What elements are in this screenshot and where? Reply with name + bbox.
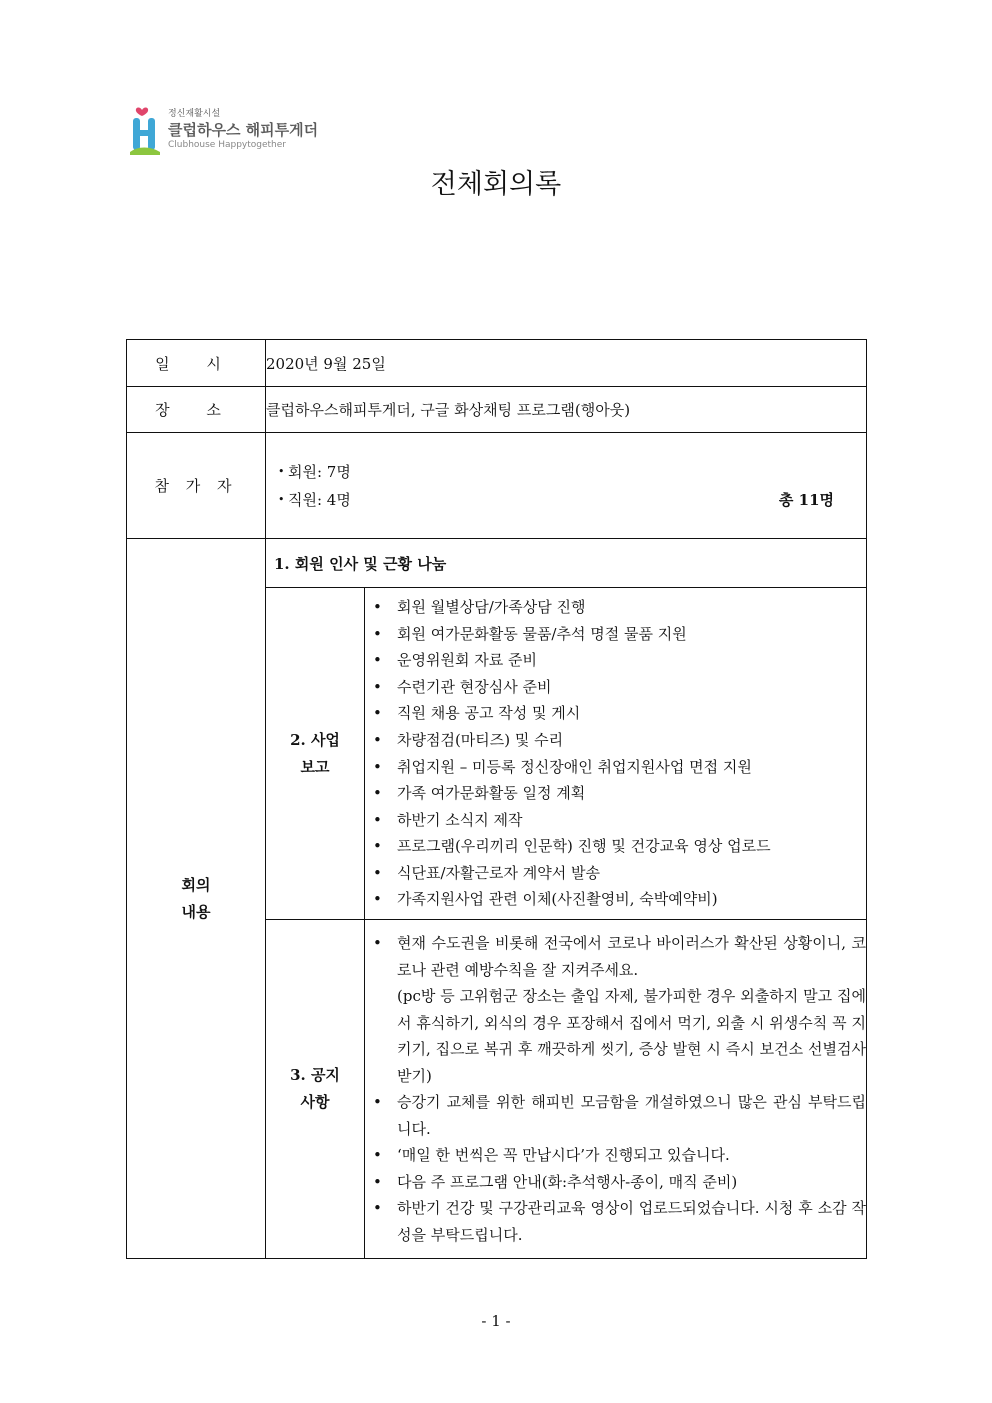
list-item: • 직원 채용 공고 작성 및 게시 bbox=[365, 700, 866, 727]
list-item: • 프로그램(우리끼리 인문학) 진행 및 건강교육 영상 업로드 bbox=[365, 833, 866, 860]
date-value: 2020년 9월 25일 bbox=[266, 340, 867, 387]
section2-list bbox=[365, 588, 867, 920]
list-item: • 회원 여가문화활동 물품/추석 명절 물품 지원 bbox=[365, 621, 866, 648]
notice-note: (pc방 등 고위험군 장소는 출입 자제, 불가피한 경우 외출하지 말고 집에서 휴식하기, 외식의 경우 포장해서 집에서 먹기, 외출 시 위생수칙 꼭 지키기, 집으로 복귀 후 깨끗하게 씻기, 증상 발현 시 즉시 보건소 선별검사 받기) bbox=[397, 987, 866, 1085]
section3-list bbox=[365, 920, 867, 1259]
list-item: • 가족지원사업 관련 이체(사진촬영비, 숙박예약비) bbox=[365, 886, 866, 913]
section2-label bbox=[266, 588, 365, 920]
section1-row bbox=[127, 539, 867, 588]
org-name: 클럽하우스 해피투게더 bbox=[168, 121, 319, 139]
attendees-row bbox=[127, 433, 867, 539]
section2-label-1: 2. 사업 bbox=[290, 730, 340, 749]
logo bbox=[128, 104, 368, 156]
attendees-label: 참 가 자 bbox=[127, 433, 266, 539]
list-item: • 식단표/자활근로자 계약서 발송 bbox=[365, 860, 866, 887]
place-row bbox=[127, 387, 867, 433]
list-item: • ‘매일 한 번씩은 꼭 만납시다’가 진행되고 있습니다. bbox=[365, 1142, 866, 1169]
attendees-total: 총 11명 bbox=[778, 490, 834, 509]
list-item: • 하반기 건강 및 구강관리교육 영상이 업로드되었습니다. 시청 후 소감 작성을 부탁드립니다. bbox=[365, 1195, 866, 1248]
org-type: 정신재활시설 bbox=[168, 109, 221, 119]
list-item: • 하반기 소식지 제작 bbox=[365, 807, 866, 834]
list-item: • 운영위원회 자료 준비 bbox=[365, 647, 866, 674]
attendees-members: • 회원: 7명 bbox=[274, 458, 834, 486]
list-item: • 승강기 교체를 위한 해피빈 모금함을 개설하였으니 많은 관심 부탁드립니다. bbox=[365, 1089, 866, 1142]
page-title: 전체회의록 bbox=[430, 169, 562, 200]
section2-label-2: 보고 bbox=[300, 757, 330, 776]
list-item: • 차량점검(마티즈) 및 수리 bbox=[365, 727, 866, 754]
list-item: • 가족 여가문화활동 일정 계획 bbox=[365, 780, 866, 807]
attendees-staff: • 직원: 4명 bbox=[274, 491, 351, 509]
place-label: 장 소 bbox=[127, 387, 266, 433]
list-item: • 다음 주 프로그램 안내(화:추석행사-종이, 매직 준비) bbox=[365, 1169, 866, 1196]
list-item: • 수련기관 현장심사 준비 bbox=[365, 674, 866, 701]
minutes-table bbox=[126, 339, 867, 1259]
list-item: • 현재 수도권을 비롯해 전국에서 코로나 바이러스가 확산된 상황이니, 코로나 관련 예방수칙을 잘 지켜주세요. bbox=[365, 930, 866, 983]
content-label bbox=[127, 539, 266, 1259]
date-row bbox=[127, 340, 867, 387]
date-label: 일 시 bbox=[127, 340, 266, 387]
section1-title: 1. 회원 인사 및 근황 나눔 bbox=[266, 539, 867, 588]
attendees-staff-line bbox=[274, 486, 834, 514]
section3-label bbox=[266, 920, 365, 1259]
content-label-1: 회의 bbox=[181, 875, 211, 894]
section3-label-1: 3. 공지 bbox=[290, 1066, 340, 1084]
logo-h-icon bbox=[128, 104, 164, 156]
list-item: • 회원 월별상담/가족상담 진행 bbox=[365, 594, 866, 621]
org-name-en: Clubhouse Happytogether bbox=[168, 140, 286, 150]
attendees-cell bbox=[266, 433, 867, 539]
content-label-2: 내용 bbox=[181, 902, 211, 921]
place-value: 클럽하우스해피투게더, 구글 화상채팅 프로그램(행아웃) bbox=[266, 387, 867, 433]
section3-label-2: 사항 bbox=[300, 1093, 330, 1111]
list-item: • 취업지원 – 미등록 정신장애인 취업지원사업 면접 지원 bbox=[365, 754, 866, 781]
page-number: - 1 - bbox=[481, 1312, 511, 1330]
